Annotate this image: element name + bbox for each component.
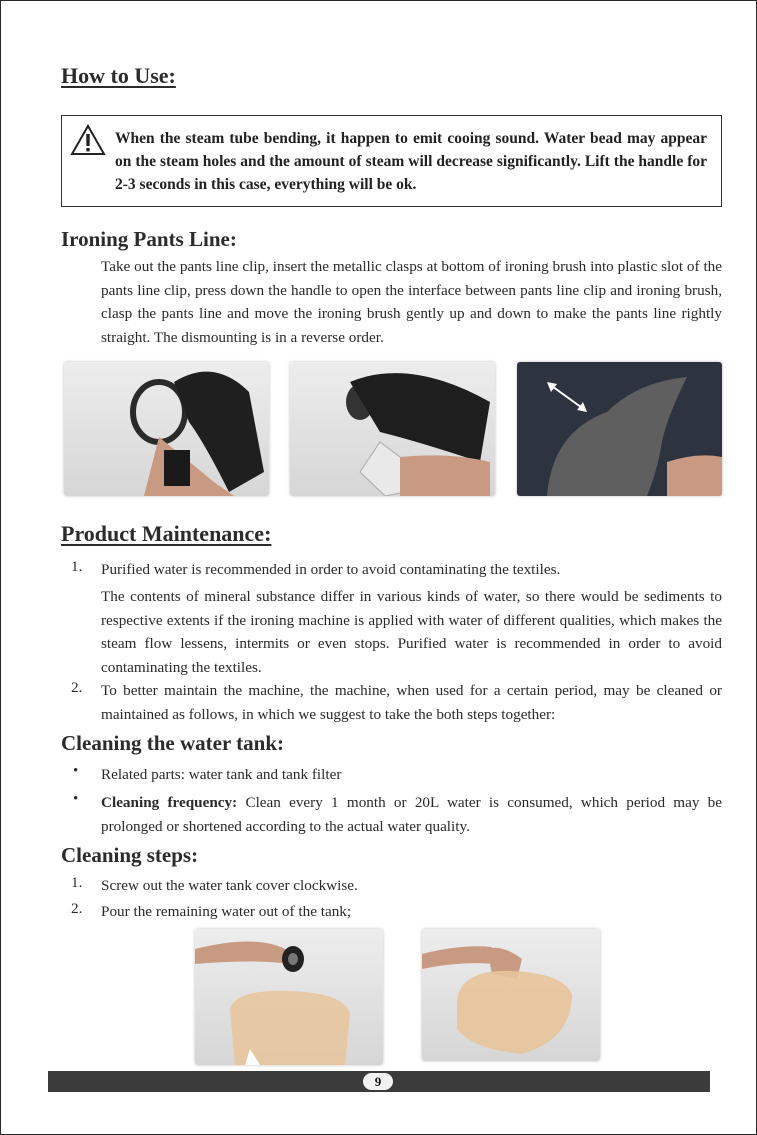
bullet-marker: • (73, 763, 79, 779)
warning-triangle-icon (70, 124, 106, 156)
maintenance-item-2-text: To better maintain the machine, the machine, when used for a certain period, may be cleaned or maintained as follows, in which we suggest to take the both steps together: (101, 682, 722, 723)
cleaning-steps-heading: Cleaning steps: (61, 843, 199, 867)
product-maintenance-heading: Product Maintenance: (61, 521, 272, 546)
page-number: 9 (363, 1073, 393, 1090)
maintenance-item-1-detail: The contents of mineral substance differ in various kinds of water, so there would be sediments to respective extents if the ironing machine is applied with water of different qualities, which makes the steam flow lessens, intermits or even stops. Purified water is recommended in order to avoid contaminating the textiles. (101, 588, 722, 676)
ironing-pants-line-heading: Ironing Pants Line: (61, 227, 237, 251)
related-parts-text: Related parts: water tank and tank filter (101, 766, 342, 783)
how-to-use-heading: How to Use: (61, 63, 176, 88)
maintenance-item-1-text: Purified water is recommended in order to avoid contaminating the textiles. (101, 561, 561, 578)
cleaning-step-2-text: Pour the remaining water out of the tank; (101, 903, 352, 920)
photo-pour-water (422, 929, 600, 1061)
photo-move-brush (517, 362, 722, 496)
photo-unscrew-cover (195, 929, 383, 1065)
bullet-marker: • (73, 791, 79, 807)
maintenance-item-1-number: 1. (71, 558, 83, 575)
cleaning-step-2-number: 2. (71, 900, 83, 917)
warning-box (61, 115, 722, 207)
maintenance-item-2-number: 2. (71, 679, 83, 696)
cleaning-step-1-number: 1. (71, 874, 83, 891)
cleaning-step-1-text: Screw out the water tank cover clockwise. (101, 877, 358, 894)
cleaning-frequency-label: Cleaning frequency: (101, 794, 238, 811)
cleaning-tank-bullet-2 (101, 791, 722, 838)
cleaning-frequency-text: Clean every 1 month or 20L water is consumed, which period may be prolonged or shortened according to the actual water quality. (101, 794, 722, 835)
ironing-pants-line-text: Take out the pants line clip, insert the metallic clasps at bottom of ironing brush into plastic slot of the pants line clip, press down the handle to open the interface between pants line clip and ironing brush, clasp the pants line and move the ironing brush gently up and down to make the pants line rightly straight. The dismounting is in a reverse order. (101, 258, 722, 346)
photo-press-handle (290, 362, 495, 496)
cleaning-tank-bullet-1 (101, 763, 722, 787)
warning-text: When the steam tube bending, it happen to emit cooing sound. Water bead may appear on the steam holes and the amount of steam will decrease significantly. Lift the handle for 2-3 seconds in this case, everything will be ok. (115, 130, 707, 193)
photo-insert-clip (64, 362, 269, 496)
cleaning-tank-heading: Cleaning the water tank: (61, 731, 285, 755)
